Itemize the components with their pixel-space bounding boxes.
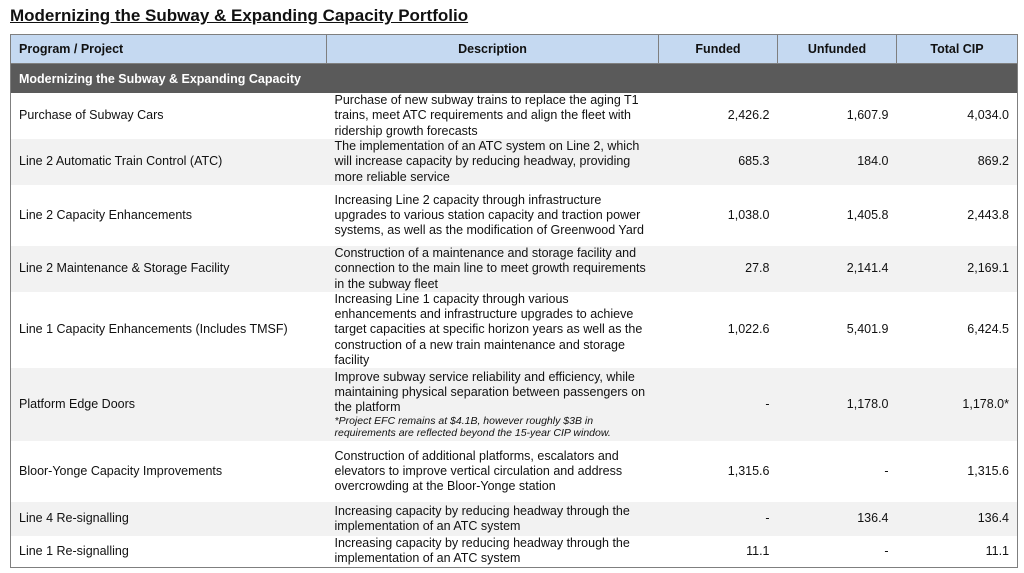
- table-row: [11, 536, 1018, 567]
- total-value: 6,424.5: [897, 292, 1018, 368]
- table-row: [11, 93, 1018, 139]
- total-value: 2,443.8: [897, 185, 1018, 246]
- project-name: Line 2 Automatic Train Control (ATC): [11, 139, 327, 185]
- table-row: [11, 502, 1018, 536]
- project-description: Purchase of new subway trains to replace the aging T1 trains, meet ATC requirements and align the fleet with ridership growth forecasts: [334, 93, 639, 138]
- project-description: The implementation of an ATC system on Line 2, which will increase capacity by reducing headway, providing more reliable service: [327, 139, 659, 185]
- table-row: [11, 246, 1018, 292]
- project-name: Platform Edge Doors: [11, 368, 327, 441]
- project-name: Line 4 Re-signalling: [11, 502, 327, 536]
- project-name: Line 1 Re-signalling: [11, 536, 327, 567]
- project-name: Line 1 Capacity Enhancements (Includes TMSF): [11, 292, 327, 368]
- header-program: Program / Project: [11, 35, 327, 64]
- unfunded-value: -: [884, 463, 889, 478]
- project-name: Line 2 Capacity Enhancements: [11, 185, 327, 246]
- project-description: Improve subway service reliability and efficiency, while maintaining physical separation between passengers on the platform: [334, 369, 646, 415]
- page-title: Modernizing the Subway & Expanding Capacity Portfolio: [10, 6, 469, 25]
- project-footnote: *Project EFC remains at $4.1B, however roughly $3B in requirements are reflected beyond the 15-year CIP window.: [334, 415, 611, 440]
- total-value: 136.4: [897, 502, 1018, 536]
- unfunded-value: 1,607.9: [846, 108, 889, 123]
- funded-value: 1,315.6: [727, 463, 770, 478]
- header-total: Total CIP: [897, 35, 1018, 64]
- table-row: [11, 292, 1018, 368]
- unfunded-value: 184.0: [778, 139, 897, 185]
- total-value: 1,178.0*: [897, 368, 1018, 441]
- header-row: [11, 35, 1018, 64]
- header-unfunded: Unfunded: [778, 35, 897, 64]
- unfunded-value: 136.4: [778, 502, 897, 536]
- funded-value: -: [659, 502, 778, 536]
- project-description: Increasing capacity by reducing headway through the implementation of an ATC system: [327, 536, 659, 567]
- unfunded-value: 5,401.9: [846, 322, 889, 337]
- funded-value: 685.3: [659, 139, 778, 185]
- project-name: Line 2 Maintenance & Storage Facility: [11, 246, 327, 292]
- header-description: Description: [327, 35, 659, 64]
- header-funded: Funded: [659, 35, 778, 64]
- total-value: 2,169.1: [897, 246, 1018, 292]
- unfunded-value: 2,141.4: [778, 246, 897, 292]
- section-title: Modernizing the Subway & Expanding Capacity: [11, 64, 1018, 94]
- table-row: [11, 441, 1018, 502]
- funded-value: 1,038.0: [727, 207, 770, 222]
- capital-portfolio-table: [10, 34, 1018, 568]
- project-description: Increasing Line 2 capacity through infrastructure upgrades to various station capacity and traction power systems, as well as the modification of Greenwood Yard: [334, 192, 644, 238]
- funded-value: 11.1: [659, 536, 778, 567]
- total-value: 1,315.6: [897, 441, 1018, 502]
- total-value: 4,034.0: [897, 93, 1018, 139]
- section-row: [11, 64, 1018, 94]
- unfunded-value: 1,178.0: [778, 368, 897, 441]
- project-description: Increasing capacity by reducing headway through the implementation of an ATC system: [327, 502, 659, 536]
- project-description-cell: [327, 368, 659, 441]
- project-description: Construction of additional platforms, escalators and elevators to improve vertical circulation and address overcrowding at the Bloor-Yonge station: [334, 448, 623, 494]
- funded-value: 27.8: [659, 246, 778, 292]
- total-value: 11.1: [897, 536, 1018, 567]
- total-value: 869.2: [897, 139, 1018, 185]
- project-description: Construction of a maintenance and storage facility and connection to the main line to meet growth requirements in the subway fleet: [327, 246, 659, 292]
- table-row: [11, 185, 1018, 246]
- table-row: [11, 368, 1018, 441]
- project-description: Increasing Line 1 capacity through various enhancements and infrastructure upgrades to achieve target capacities at specific horizon years as well as the construction of a new train maintenance and storage facility: [334, 292, 643, 367]
- funded-value: 1,022.6: [727, 322, 770, 337]
- funded-value: -: [659, 368, 778, 441]
- table-row: [11, 139, 1018, 185]
- project-name: Purchase of Subway Cars: [11, 93, 327, 139]
- funded-value: 2,426.2: [727, 108, 770, 123]
- project-name: Bloor-Yonge Capacity Improvements: [11, 441, 327, 502]
- unfunded-value: 1,405.8: [846, 207, 889, 222]
- unfunded-value: -: [778, 536, 897, 567]
